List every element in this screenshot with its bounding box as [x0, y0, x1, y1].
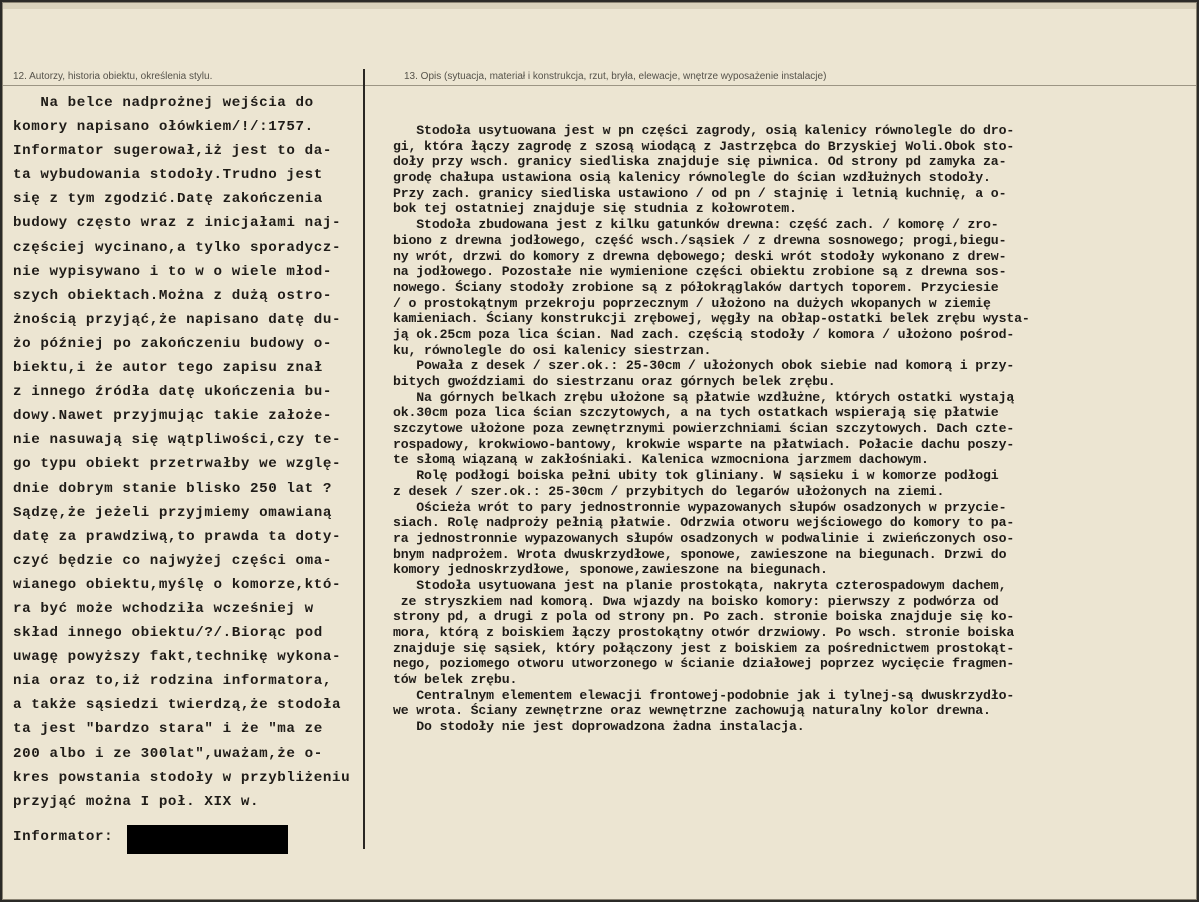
history-text-line: ta jest "bardzo stara" i że "ma ze [13, 721, 323, 738]
history-text-line: datę za prawdziwą,to prawda ta doty- [13, 528, 342, 545]
description-text-column [393, 123, 1193, 735]
history-text-line: Informator sugerował,iż jest to da- [13, 143, 332, 160]
description-text-line: ra jednostronnie wypazowanych słupów osadzonych w podwalinie i zwieńczonych oso- [393, 530, 1015, 546]
description-text-line: rospadowy, krokwiowo-bantowy, krokwie wsparte na płatwiach. Połacie dachu poszy- [393, 436, 1015, 452]
section-13-heading: 13. Opis (sytuacja, materiał i konstrukcja, rzut, bryła, elewacje, wnętrze wyposażenie instalacje) [404, 71, 827, 82]
history-text-line: kres powstania stodoły w przybliżeniu [13, 769, 351, 786]
description-text-line: strony pd, a drugi z pola od strony pn. Po zach. stronie boiska znajduje się ko- [393, 609, 1015, 625]
description-text-line: nowego. Ściany stodoły zrobione są z półokrąglaków dartych toporem. Przyciesie [393, 279, 999, 295]
description-text-line: Do stodoły nie jest doprowadzona żadna instalacja. [393, 719, 805, 735]
description-text-line: Powała z desek / szer.ok.: 25-30cm / ułożonych obok siebie nad komorą i przy- [393, 358, 1015, 374]
description-text-line: bnym nadprożem. Wrota dwuskrzydłowe, sponowe, zawieszone na biegunach. Drzwi do [393, 546, 1007, 562]
history-text-line: skład innego obiektu/?/.Biorąc pod [13, 625, 323, 642]
informant-label: Informator: [13, 829, 114, 845]
history-text-line: żnością przyjąć,że napisano datę du- [13, 311, 342, 328]
description-text-line: komory jednoskrzydłowe, sponowe,zawieszone na biegunach. [393, 562, 828, 578]
description-text-line: Ościeża wrót to pary jednostronnie wypazowanych słupów osadzonych w przycie- [393, 499, 1007, 515]
history-text-line: ra być może wchodziła wcześniej w [13, 600, 314, 617]
history-text-line: budowy często wraz z inicjałami naj- [13, 215, 342, 232]
description-text-line: Przy zach. granicy siedliska ustawiono / od pn / stajnię i letnią kuchnię, a o- [393, 185, 1007, 201]
description-text-line: bitych gwoździami do siestrzanu oraz górnych belek zrębu. [393, 374, 836, 389]
description-text-line: Stodoła zbudowana jest z kilku gatunków drewna: część zach. / komorę / zro- [393, 217, 999, 233]
history-text-line: nie nasuwają się wątpliwości,czy te- [13, 432, 342, 449]
description-text-line: gi, która łączy zagrodę z szosą wiodącą z Jastrzębca do Brzyskiej Woli.Obok sto- [393, 138, 1015, 154]
description-text-line: znajduje się sąsiek, który połączony jest z boiskiem za pośrednictwem prostokąt- [393, 640, 1015, 656]
history-text-line: go typu obiekt przetrwałby we wzglę- [13, 456, 342, 473]
history-text-line: żo później po zakończeniu budowy o- [13, 335, 332, 352]
history-text-line: dnie dobrym stanie blisko 250 lat ? [13, 480, 332, 497]
history-text-line: się z tym zgodzić.Datę zakończenia [13, 191, 323, 208]
history-text-line: nie wypisywano i to w o wiele młod- [13, 263, 332, 280]
history-text-line: czyć będzie co najwyżej części oma- [13, 552, 332, 569]
description-text-line: ją ok.25cm poza lica ścian. Nad zach. częścią stodoły / komora / ułożono pośrod- [393, 326, 1015, 342]
description-text-line: grodę chałupa ustawiona osią kalenicy równolegle do ścian wzdłużnych stodoły. [393, 170, 991, 186]
description-text-line: / o prostokątnym przekroju poprzecznym / ułożono na dużych wkopanych w ziemię [393, 295, 991, 311]
history-text-line: 200 albo i ze 300lat",uważam,że o- [13, 745, 323, 762]
history-text-line: komory napisano ołówkiem/!/:1757. [13, 119, 314, 136]
section-12-heading: 12. Autorzy, historia obiektu, określenia stylu. [13, 71, 213, 82]
history-text-line: dowy.Nawet przyjmując takie założe- [13, 408, 332, 425]
description-text-line: Stodoła usytuowana jest na planie prostokąta, nakryta czterospadowym dachem, [393, 577, 1007, 593]
description-text-line: te słomą wiązaną w zakłośniaki. Kalenica wzmocniona jarzmem dachowym. [393, 452, 929, 468]
history-text-line: przyjąć można I poł. XIX w. [13, 793, 260, 810]
description-text-line: bok tej ostatniej znajduje się studnia z kołowrotem. [393, 201, 797, 217]
history-text-line: Sądzę,że jeżeli przyjmiemy omawianą [13, 504, 332, 521]
history-text-line: z innego źródła datę ukończenia bu- [13, 384, 332, 401]
column-divider [363, 69, 365, 849]
description-text-line: mora, którą z boiskiem łączy prostokątny otwór drzwiowy. Po wsch. stronie boiska [393, 625, 1015, 640]
history-text-line: częściej wycinano,a tylko sporadycz- [13, 239, 342, 256]
description-text-line: Stodoła usytuowana jest w pn części zagrody, osią kalenicy równolegle do dro- [393, 123, 1015, 138]
description-text-line: ku, równolegle do osi kalenicy siestrzan. [393, 342, 712, 358]
page-top-edge [3, 3, 1196, 9]
description-text-line: na jodłowego. Pozostałe nie wymienione części obiektu zrobione są z drewna sos- [393, 264, 1007, 280]
redacted-informant-name [127, 825, 288, 854]
description-text-line: nego, poziomego otworu utworzonego w ścianie działowej poprzez wycięcie fragmen- [393, 656, 1015, 672]
description-text-line: Rolę podłogi boiska pełni ubity tok gliniany. W sąsieku i w komorze podłogi [393, 468, 999, 484]
description-text-line: tów belek zrębu. [393, 672, 518, 688]
history-text-line: Na belce nadprożnej wejścia do [13, 95, 314, 111]
description-text-line: biono z drewna jodłowego, część wsch./sąsiek / z drewna sosnowego; progi,biegu- [393, 232, 1007, 248]
history-text-column [13, 91, 361, 814]
description-text-line: ny wrót, drzwi do komory z drewna dębowego; deski wrót stodoły wykonano z drew- [393, 248, 1007, 264]
header-rule [3, 85, 1196, 86]
description-text-line: Na górnych belkach zrębu ułożone są płatwie wzdłużne, których ostatki wystają [393, 389, 1015, 405]
description-text-line: siach. Rolę nadprożу pełnią płatwie. Odrzwia otworu wejściowego do komory to pa- [393, 515, 1015, 531]
description-text-line: doły przy wsch. granicy siedliska znajduje się piwnica. Od strony pd zamyka za- [393, 154, 1007, 170]
document-page [2, 2, 1197, 900]
history-text-line: ta wybudowania stodoły.Trudno jest [13, 167, 323, 184]
history-text-line: biektu,i że autor tego zapisu znał [13, 360, 323, 377]
description-text-line: Centralnym elementem elewacji frontowej-podobnie jak i tylnej-są dwuskrzydło- [393, 687, 1015, 703]
history-text-line: wianego obiektu,myślę o komorze,któ- [13, 576, 342, 593]
history-text-line: a także sąsiedzi twierdzą,że stodoła [13, 697, 342, 714]
description-text-line: we wrota. Ściany zewnętrzne oraz wewnętrzne zachowują naturalny kolor drewna. [393, 703, 991, 719]
history-text-line: nia oraz to,iż rodzina informatora, [13, 673, 332, 690]
description-text-line: szczytowe ułożone poza zewnętrznymi powierzchniami ścian szczytowych. Dach czte- [393, 421, 1015, 437]
description-text-line: ze stryszkiem nad komorą. Dwa wjazdy na boisko komory: pierwszy z podwórza od [393, 593, 999, 609]
description-text-line: z desek / szer.ok.: 25-30cm / przybitych do legarów ułożonych na ziemi. [393, 483, 945, 499]
description-text-line: ok.30cm poza lica ścian szczytowych, a na tych ostatkach wspierają się płatwie [393, 405, 999, 421]
history-text-line: uwagę powyższy fakt,technikę wykona- [13, 649, 342, 666]
description-text-line: kamieniach. Ściany konstrukcji zrębowej, węgły na obłap-ostatki belek zrębu wysta- [393, 311, 1030, 327]
history-text-line: szych obiektach.Można z dużą ostro- [13, 287, 332, 304]
